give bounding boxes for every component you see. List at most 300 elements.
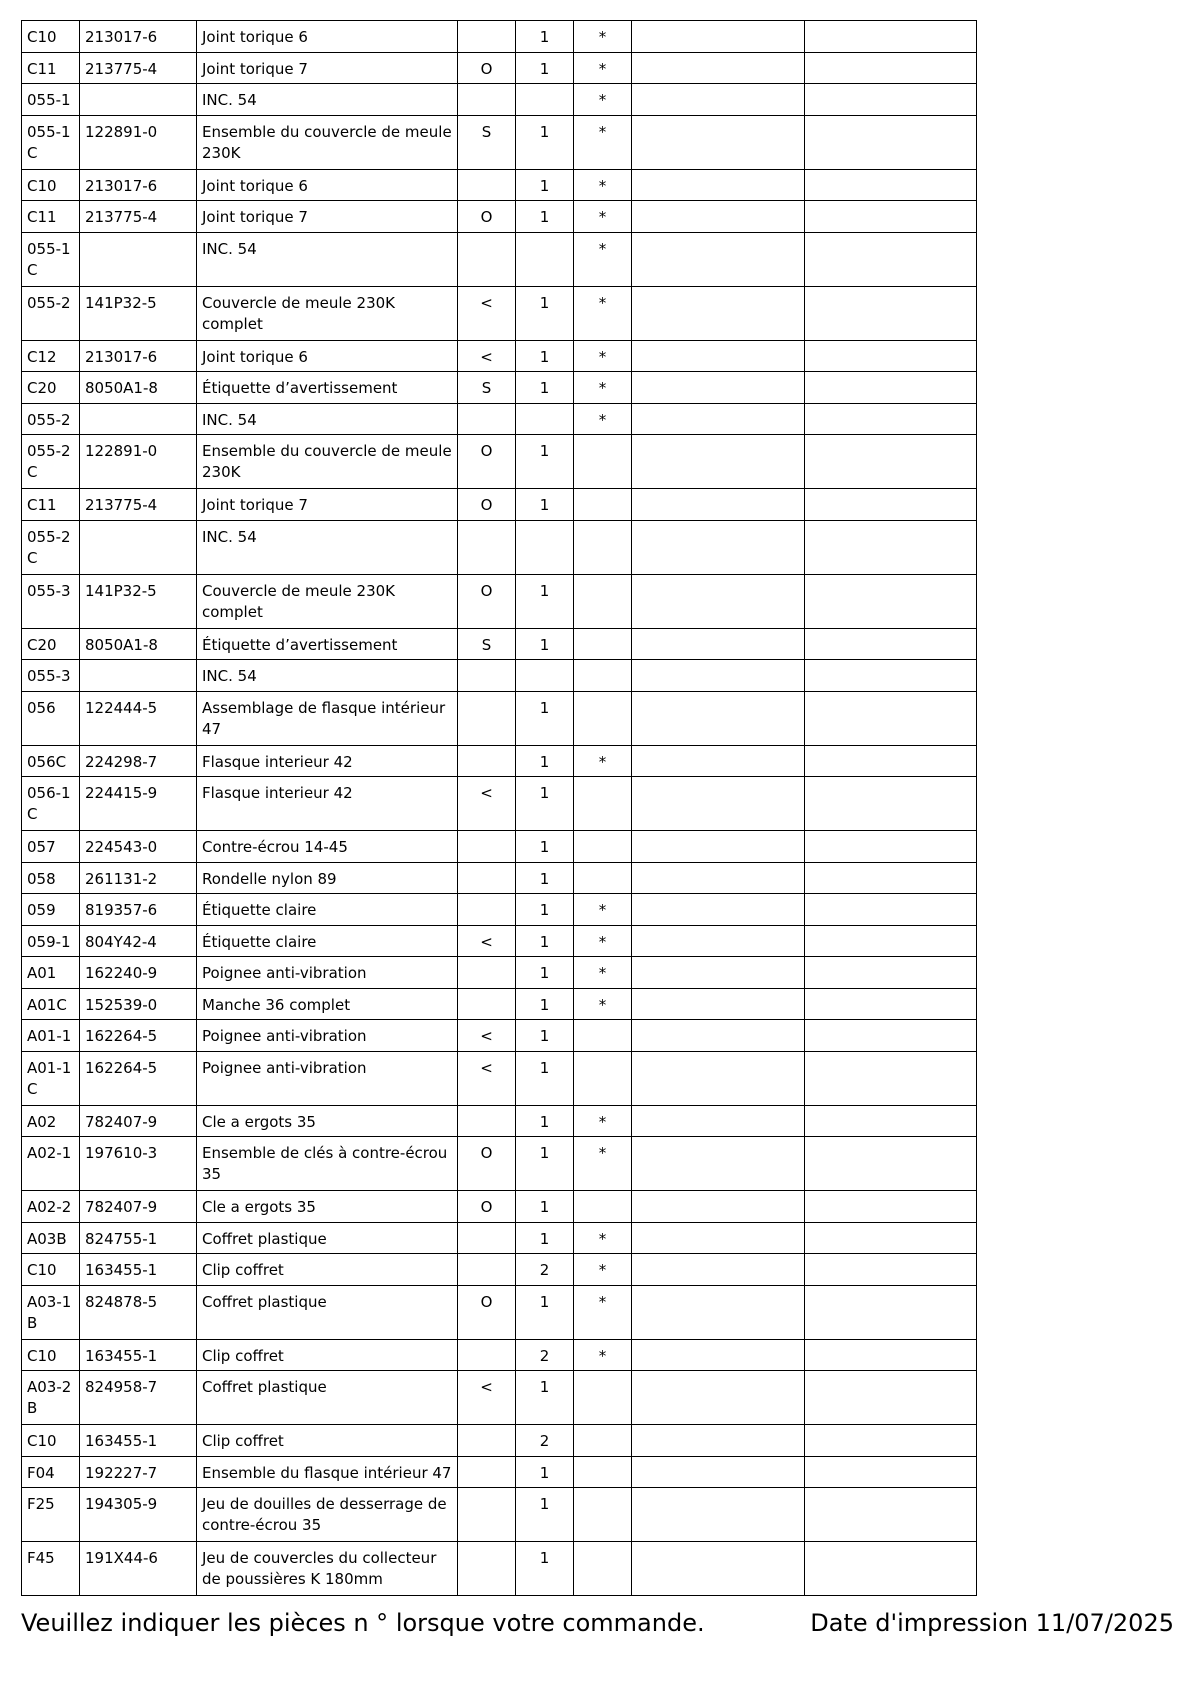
mark-cell: * (574, 1105, 632, 1137)
description-cell: Étiquette d’avertissement (197, 628, 458, 660)
part-number-cell: 224298-7 (80, 745, 197, 777)
empty-cell (805, 957, 977, 989)
empty-cell (805, 1488, 977, 1542)
note-cell (458, 1339, 516, 1371)
quantity-cell: 1 (516, 201, 574, 233)
mark-cell: * (574, 403, 632, 435)
empty-cell (632, 1542, 805, 1596)
mark-cell (574, 1425, 632, 1457)
mark-cell: * (574, 21, 632, 53)
quantity-cell: 1 (516, 372, 574, 404)
empty-cell (632, 520, 805, 574)
note-cell (458, 520, 516, 574)
mark-cell (574, 1542, 632, 1596)
quantity-cell: 2 (516, 1254, 574, 1286)
quantity-cell (516, 403, 574, 435)
quantity-cell: 1 (516, 169, 574, 201)
part-number-cell: 162264-5 (80, 1020, 197, 1052)
note-cell: S (458, 628, 516, 660)
table-row (22, 84, 977, 116)
empty-cell (632, 84, 805, 116)
note-cell (458, 862, 516, 894)
empty-cell (805, 489, 977, 521)
description-cell: Joint torique 6 (197, 340, 458, 372)
empty-cell (805, 1191, 977, 1223)
part-number-cell: 819357-6 (80, 894, 197, 926)
part-number-cell (80, 520, 197, 574)
ref-cell: 055-2C (22, 520, 80, 574)
description-cell: Rondelle nylon 89 (197, 862, 458, 894)
note-cell: < (458, 1371, 516, 1425)
quantity-cell: 1 (516, 1222, 574, 1254)
empty-cell (805, 831, 977, 863)
mark-cell (574, 831, 632, 863)
ref-cell: C11 (22, 489, 80, 521)
quantity-cell: 1 (516, 1191, 574, 1223)
quantity-cell: 1 (516, 115, 574, 169)
note-cell (458, 21, 516, 53)
part-number-cell: 163455-1 (80, 1425, 197, 1457)
empty-cell (805, 660, 977, 692)
ref-cell: F45 (22, 1542, 80, 1596)
print-date: Date d'impression 11/07/2025 (810, 1609, 1174, 1637)
quantity-cell: 2 (516, 1339, 574, 1371)
part-number-cell: 224415-9 (80, 777, 197, 831)
description-cell: Clip coffret (197, 1425, 458, 1457)
description-cell: INC. 54 (197, 660, 458, 692)
note-cell (458, 957, 516, 989)
description-cell: Joint torique 6 (197, 169, 458, 201)
mark-cell: * (574, 286, 632, 340)
empty-cell (805, 201, 977, 233)
empty-cell (805, 862, 977, 894)
description-cell: Joint torique 7 (197, 489, 458, 521)
note-cell: O (458, 489, 516, 521)
ref-cell: 056-1C (22, 777, 80, 831)
table-row (22, 232, 977, 286)
quantity-cell: 1 (516, 1371, 574, 1425)
table-row (22, 1105, 977, 1137)
part-number-cell: 194305-9 (80, 1488, 197, 1542)
empty-cell (632, 286, 805, 340)
ref-cell: 058 (22, 862, 80, 894)
ref-cell: C10 (22, 169, 80, 201)
note-cell: O (458, 52, 516, 84)
part-number-cell: 163455-1 (80, 1339, 197, 1371)
ref-cell: A03-1B (22, 1285, 80, 1339)
table-row (22, 745, 977, 777)
quantity-cell: 1 (516, 574, 574, 628)
table-row (22, 1425, 977, 1457)
quantity-cell: 1 (516, 1488, 574, 1542)
mark-cell: * (574, 115, 632, 169)
description-cell: Étiquette claire (197, 894, 458, 926)
mark-cell: * (574, 340, 632, 372)
table-row (22, 1285, 977, 1339)
table-row (22, 1137, 977, 1191)
parts-table-body (22, 21, 977, 1596)
ref-cell: 056C (22, 745, 80, 777)
part-number-cell: 213017-6 (80, 169, 197, 201)
table-row (22, 1254, 977, 1286)
table-row (22, 925, 977, 957)
part-number-cell: 213017-6 (80, 340, 197, 372)
empty-cell (805, 1254, 977, 1286)
empty-cell (805, 1371, 977, 1425)
part-number-cell: 782407-9 (80, 1105, 197, 1137)
mark-cell: * (574, 957, 632, 989)
description-cell: Poignee anti-vibration (197, 1051, 458, 1105)
empty-cell (632, 1105, 805, 1137)
empty-cell (632, 1137, 805, 1191)
empty-cell (632, 232, 805, 286)
quantity-cell: 1 (516, 988, 574, 1020)
note-cell (458, 745, 516, 777)
table-row (22, 1222, 977, 1254)
mark-cell (574, 1051, 632, 1105)
description-cell: Flasque interieur 42 (197, 777, 458, 831)
mark-cell (574, 435, 632, 489)
ref-cell: 059-1 (22, 925, 80, 957)
description-cell: Assemblage de flasque intérieur 47 (197, 691, 458, 745)
empty-cell (805, 403, 977, 435)
table-row (22, 894, 977, 926)
note-cell: S (458, 372, 516, 404)
quantity-cell: 1 (516, 340, 574, 372)
part-number-cell: 824755-1 (80, 1222, 197, 1254)
part-number-cell: 122891-0 (80, 435, 197, 489)
part-number-cell: 162264-5 (80, 1051, 197, 1105)
ref-cell: C20 (22, 372, 80, 404)
mark-cell: * (574, 372, 632, 404)
empty-cell (805, 628, 977, 660)
table-row (22, 340, 977, 372)
quantity-cell: 1 (516, 1456, 574, 1488)
quantity-cell: 2 (516, 1425, 574, 1457)
empty-cell (632, 1191, 805, 1223)
quantity-cell: 1 (516, 691, 574, 745)
mark-cell (574, 520, 632, 574)
part-number-cell: 197610-3 (80, 1137, 197, 1191)
empty-cell (632, 574, 805, 628)
part-number-cell: 141P32-5 (80, 574, 197, 628)
note-cell (458, 831, 516, 863)
empty-cell (805, 1285, 977, 1339)
ref-cell: 055-2C (22, 435, 80, 489)
empty-cell (632, 52, 805, 84)
empty-cell (632, 1339, 805, 1371)
mark-cell (574, 660, 632, 692)
empty-cell (632, 1020, 805, 1052)
empty-cell (632, 340, 805, 372)
table-row (22, 628, 977, 660)
mark-cell: * (574, 1254, 632, 1286)
parts-table (21, 20, 977, 1596)
ref-cell: 056 (22, 691, 80, 745)
empty-cell (805, 21, 977, 53)
ref-cell: 055-1C (22, 115, 80, 169)
mark-cell: * (574, 894, 632, 926)
note-cell (458, 660, 516, 692)
description-cell: INC. 54 (197, 232, 458, 286)
empty-cell (632, 988, 805, 1020)
description-cell: Joint torique 6 (197, 21, 458, 53)
table-row (22, 777, 977, 831)
empty-cell (632, 777, 805, 831)
part-number-cell: 162240-9 (80, 957, 197, 989)
mark-cell: * (574, 201, 632, 233)
mark-cell: * (574, 1222, 632, 1254)
quantity-cell: 1 (516, 957, 574, 989)
empty-cell (805, 1105, 977, 1137)
quantity-cell (516, 84, 574, 116)
ref-cell: C10 (22, 21, 80, 53)
empty-cell (805, 1051, 977, 1105)
empty-cell (805, 520, 977, 574)
table-row (22, 660, 977, 692)
mark-cell (574, 691, 632, 745)
empty-cell (805, 372, 977, 404)
part-number-cell (80, 660, 197, 692)
table-row (22, 286, 977, 340)
quantity-cell (516, 660, 574, 692)
part-number-cell: 224543-0 (80, 831, 197, 863)
part-number-cell: 213775-4 (80, 201, 197, 233)
note-cell (458, 84, 516, 116)
empty-cell (632, 862, 805, 894)
ref-cell: C12 (22, 340, 80, 372)
description-cell: Clip coffret (197, 1339, 458, 1371)
empty-cell (805, 574, 977, 628)
empty-cell (805, 777, 977, 831)
quantity-cell: 1 (516, 1051, 574, 1105)
ref-cell: A02-2 (22, 1191, 80, 1223)
description-cell: Contre-écrou 14-45 (197, 831, 458, 863)
table-row (22, 691, 977, 745)
description-cell: Ensemble du flasque intérieur 47 (197, 1456, 458, 1488)
empty-cell (632, 435, 805, 489)
table-row (22, 1020, 977, 1052)
description-cell: Poignee anti-vibration (197, 957, 458, 989)
note-cell (458, 403, 516, 435)
ref-cell: A01-1 (22, 1020, 80, 1052)
description-cell: Clip coffret (197, 1254, 458, 1286)
ref-cell: A01 (22, 957, 80, 989)
ref-cell: C10 (22, 1339, 80, 1371)
note-cell (458, 1456, 516, 1488)
table-row (22, 1051, 977, 1105)
table-row (22, 520, 977, 574)
empty-cell (805, 232, 977, 286)
description-cell: Coffret plastique (197, 1285, 458, 1339)
quantity-cell: 1 (516, 52, 574, 84)
note-cell (458, 1425, 516, 1457)
table-row (22, 1339, 977, 1371)
part-number-cell: 824958-7 (80, 1371, 197, 1425)
note-cell: < (458, 286, 516, 340)
description-cell: Couvercle de meule 230K complet (197, 574, 458, 628)
description-cell: Coffret plastique (197, 1222, 458, 1254)
empty-cell (805, 169, 977, 201)
empty-cell (805, 1222, 977, 1254)
ref-cell: 059 (22, 894, 80, 926)
empty-cell (805, 1137, 977, 1191)
description-cell: Cle a ergots 35 (197, 1105, 458, 1137)
ref-cell: A01-1C (22, 1051, 80, 1105)
description-cell: Poignee anti-vibration (197, 1020, 458, 1052)
table-row (22, 372, 977, 404)
part-number-cell: 261131-2 (80, 862, 197, 894)
ref-cell: A02 (22, 1105, 80, 1137)
ref-cell: C10 (22, 1254, 80, 1286)
ref-cell: F25 (22, 1488, 80, 1542)
description-cell: Ensemble du couvercle de meule 230K (197, 435, 458, 489)
empty-cell (632, 201, 805, 233)
mark-cell: * (574, 1137, 632, 1191)
note-cell (458, 894, 516, 926)
ref-cell: 055-1C (22, 232, 80, 286)
note-cell (458, 1222, 516, 1254)
mark-cell (574, 628, 632, 660)
part-number-cell: 122444-5 (80, 691, 197, 745)
part-number-cell: 213775-4 (80, 489, 197, 521)
table-row (22, 115, 977, 169)
quantity-cell (516, 232, 574, 286)
description-cell: INC. 54 (197, 403, 458, 435)
description-cell: Ensemble du couvercle de meule 230K (197, 115, 458, 169)
note-cell (458, 169, 516, 201)
part-number-cell: 824878-5 (80, 1285, 197, 1339)
mark-cell (574, 1020, 632, 1052)
note-cell: < (458, 340, 516, 372)
quantity-cell: 1 (516, 894, 574, 926)
part-number-cell: 191X44-6 (80, 1542, 197, 1596)
table-row (22, 988, 977, 1020)
description-cell: Cle a ergots 35 (197, 1191, 458, 1223)
mark-cell (574, 1488, 632, 1542)
quantity-cell: 1 (516, 777, 574, 831)
ref-cell: A01C (22, 988, 80, 1020)
part-number-cell: 163455-1 (80, 1254, 197, 1286)
quantity-cell: 1 (516, 21, 574, 53)
quantity-cell: 1 (516, 628, 574, 660)
part-number-cell: 213017-6 (80, 21, 197, 53)
note-cell (458, 1488, 516, 1542)
table-row (22, 831, 977, 863)
mark-cell (574, 574, 632, 628)
empty-cell (805, 1020, 977, 1052)
table-row (22, 21, 977, 53)
empty-cell (805, 988, 977, 1020)
mark-cell: * (574, 925, 632, 957)
note-cell (458, 1542, 516, 1596)
note-cell: < (458, 777, 516, 831)
empty-cell (632, 403, 805, 435)
description-cell: Manche 36 complet (197, 988, 458, 1020)
quantity-cell: 1 (516, 286, 574, 340)
mark-cell: * (574, 52, 632, 84)
mark-cell (574, 862, 632, 894)
description-cell: Jeu de douilles de desserrage de contre-écrou 35 (197, 1488, 458, 1542)
empty-cell (632, 660, 805, 692)
empty-cell (805, 691, 977, 745)
empty-cell (632, 1285, 805, 1339)
empty-cell (632, 894, 805, 926)
order-instruction: Veuillez indiquer les pièces n ° lorsque votre commande. (21, 1609, 705, 1637)
empty-cell (632, 925, 805, 957)
empty-cell (805, 1456, 977, 1488)
empty-cell (805, 340, 977, 372)
quantity-cell (516, 520, 574, 574)
note-cell (458, 232, 516, 286)
note-cell (458, 691, 516, 745)
table-row (22, 403, 977, 435)
table-row (22, 201, 977, 233)
ref-cell: 055-3 (22, 660, 80, 692)
empty-cell (805, 925, 977, 957)
ref-cell: 055-2 (22, 403, 80, 435)
part-number-cell: 804Y42-4 (80, 925, 197, 957)
quantity-cell: 1 (516, 862, 574, 894)
empty-cell (632, 1222, 805, 1254)
empty-cell (632, 691, 805, 745)
empty-cell (632, 1456, 805, 1488)
empty-cell (632, 1488, 805, 1542)
empty-cell (632, 372, 805, 404)
description-cell: Jeu de couvercles du collecteur de poussières K 180mm (197, 1542, 458, 1596)
description-cell: Joint torique 7 (197, 52, 458, 84)
part-number-cell: 192227-7 (80, 1456, 197, 1488)
empty-cell (805, 84, 977, 116)
description-cell: Étiquette d’avertissement (197, 372, 458, 404)
part-number-cell: 141P32-5 (80, 286, 197, 340)
ref-cell: A02-1 (22, 1137, 80, 1191)
note-cell: < (458, 1051, 516, 1105)
mark-cell (574, 1371, 632, 1425)
mark-cell (574, 777, 632, 831)
empty-cell (805, 1339, 977, 1371)
empty-cell (805, 52, 977, 84)
table-row (22, 169, 977, 201)
table-row (22, 1371, 977, 1425)
ref-cell: C11 (22, 52, 80, 84)
part-number-cell: 122891-0 (80, 115, 197, 169)
empty-cell (805, 435, 977, 489)
quantity-cell: 1 (516, 1020, 574, 1052)
quantity-cell: 1 (516, 831, 574, 863)
empty-cell (632, 957, 805, 989)
table-row (22, 1488, 977, 1542)
mark-cell: * (574, 988, 632, 1020)
table-row (22, 52, 977, 84)
quantity-cell: 1 (516, 489, 574, 521)
description-cell: Couvercle de meule 230K complet (197, 286, 458, 340)
description-cell: Ensemble de clés à contre-écrou 35 (197, 1137, 458, 1191)
note-cell: < (458, 1020, 516, 1052)
ref-cell: 055-1 (22, 84, 80, 116)
empty-cell (632, 745, 805, 777)
mark-cell (574, 1191, 632, 1223)
note-cell: O (458, 1285, 516, 1339)
part-number-cell: 8050A1-8 (80, 372, 197, 404)
ref-cell: C10 (22, 1425, 80, 1457)
part-number-cell: 782407-9 (80, 1191, 197, 1223)
empty-cell (805, 894, 977, 926)
quantity-cell: 1 (516, 435, 574, 489)
quantity-cell: 1 (516, 925, 574, 957)
note-cell (458, 988, 516, 1020)
part-number-cell: 152539-0 (80, 988, 197, 1020)
